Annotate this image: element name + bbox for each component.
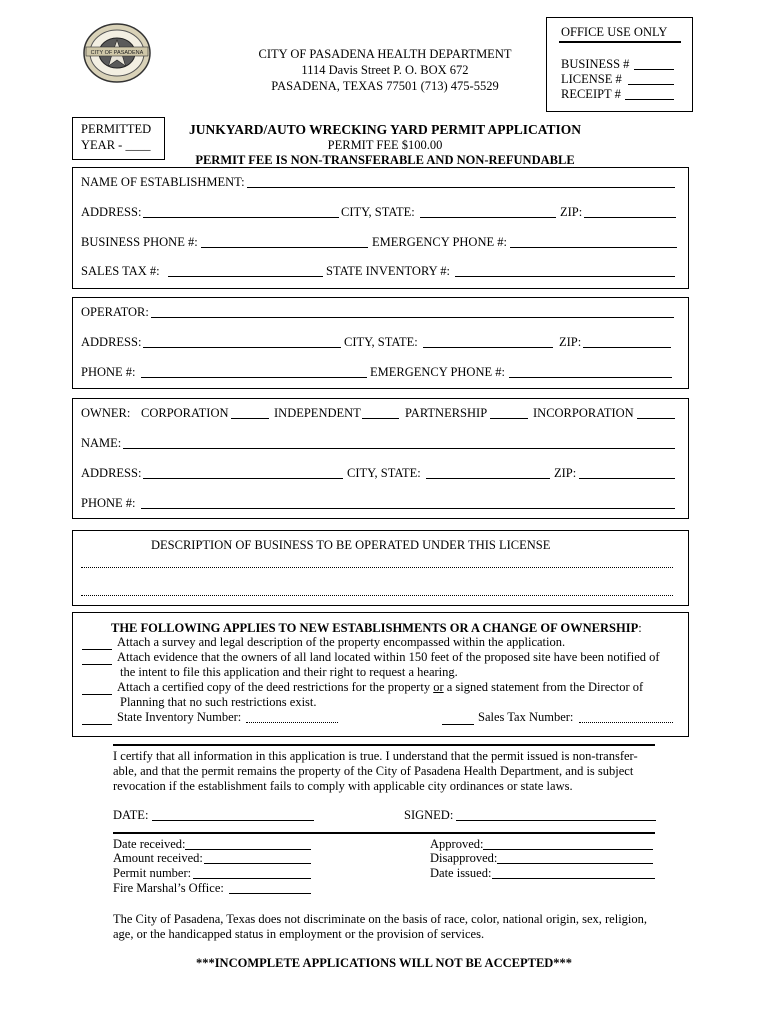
establishment-address-label: ADDRESS: (81, 205, 142, 219)
operator-phone-label: PHONE #: (81, 365, 136, 379)
date-issued-label: Date issued: (430, 866, 492, 880)
owner-phone-label: PHONE #: (81, 496, 136, 510)
owner-zip-label: ZIP: (554, 466, 577, 480)
certification-text (113, 749, 673, 794)
state-inventory-check[interactable] (82, 712, 112, 725)
signature-field[interactable] (456, 808, 656, 821)
notification-check[interactable] (82, 652, 112, 665)
deed-item-line1 (117, 680, 643, 695)
owner-name-field[interactable] (123, 436, 675, 449)
establishment-emergency-phone-label: EMERGENCY PHONE #: (372, 235, 507, 249)
department-name: CITY OF PASADENA HEALTH DEPARTMENT (258, 47, 512, 61)
department-header (230, 46, 540, 94)
operator-phone-field[interactable] (141, 365, 367, 378)
office-use-title: OFFICE USE ONLY (561, 25, 668, 39)
owner-independent-check[interactable] (362, 406, 399, 419)
disapproved-field[interactable] (497, 851, 653, 864)
owner-incorporation-check[interactable] (637, 406, 675, 419)
permitted-year-box (72, 117, 165, 160)
owner-zip-field[interactable] (579, 466, 675, 479)
city-seal-logo (82, 22, 152, 84)
owner-city-label: CITY, STATE: (347, 466, 421, 480)
disapproved-label: Disapproved: (430, 851, 498, 865)
date-issued-field[interactable] (492, 866, 655, 879)
establishment-section (72, 167, 689, 289)
fire-marshal-label: Fire Marshal’s Office: (113, 881, 224, 895)
owner-address-label: ADDRESS: (81, 466, 142, 480)
owner-address-field[interactable] (143, 466, 343, 479)
amount-received-field[interactable] (204, 851, 311, 864)
date-field[interactable] (152, 808, 314, 821)
business-number-label: BUSINESS # (561, 57, 630, 71)
non-transferable-notice: PERMIT FEE IS NON-TRANSFERABLE AND NON-REFUNDABLE (195, 153, 575, 167)
department-address: 1114 Davis Street P. O. BOX 672 (301, 63, 469, 77)
receipt-number-label: RECEIPT # (561, 87, 621, 101)
operator-city-label: CITY, STATE: (344, 335, 418, 349)
license-number-label: LICENSE # (561, 72, 622, 86)
owner-independent-label: INDEPENDENT (274, 406, 361, 420)
description-line-1[interactable] (81, 567, 673, 568)
fire-marshal-field[interactable] (229, 881, 311, 894)
state-inventory-number-label: State Inventory Number: (117, 710, 242, 724)
establishment-zip-label: ZIP: (560, 205, 583, 219)
sales-tax-check[interactable] (442, 712, 474, 725)
establishment-zip-field[interactable] (584, 205, 676, 218)
survey-item: Attach a survey and legal description of the property encompassed within the application. (117, 635, 566, 649)
state-inventory-field[interactable] (455, 264, 675, 277)
new-establishment-title (111, 621, 642, 636)
approved-field[interactable] (483, 837, 653, 850)
operator-address-field[interactable] (143, 335, 341, 348)
receipt-number-field[interactable] (625, 87, 674, 100)
year-label[interactable]: YEAR - ____ (81, 138, 151, 152)
owner-section (72, 398, 689, 519)
new-establishment-title-text: THE FOLLOWING APPLIES TO NEW ESTABLISHMENTS OR A CHANGE OF OWNERSHIP (111, 621, 639, 635)
description-section (72, 530, 689, 606)
sales-tax-number-field[interactable] (579, 710, 673, 723)
operator-zip-field[interactable] (583, 335, 671, 348)
license-number-field[interactable] (628, 72, 674, 85)
deed-item-line2: Planning that no such restrictions exist. (120, 695, 317, 709)
sales-tax-label: SALES TAX #: (81, 264, 160, 278)
notification-item-line1: Attach evidence that the owners of all land located within 150 feet of the proposed site have been notified of (117, 650, 660, 664)
operator-city-field[interactable] (423, 335, 553, 348)
establishment-city-field[interactable] (420, 205, 556, 218)
amount-received-label: Amount received: (113, 851, 203, 865)
owner-name-label: NAME: (81, 436, 122, 450)
permit-fee: PERMIT FEE $100.00 (327, 138, 443, 152)
certification-line-1: I certify that all information in this application is true. I understand that the permit issued is non-transfer- (113, 749, 638, 763)
sales-tax-field[interactable] (168, 264, 323, 277)
deed-check[interactable] (82, 682, 112, 695)
establishment-city-label: CITY, STATE: (341, 205, 415, 219)
establishment-emergency-phone-field[interactable] (510, 235, 677, 248)
owner-incorporation-label: INCORPORATION (533, 406, 634, 420)
operator-section (72, 297, 689, 389)
deed-item-text-b: a signed statement from the Director of (443, 680, 644, 694)
new-establishment-section (72, 612, 689, 737)
business-phone-field[interactable] (201, 235, 368, 248)
survey-check[interactable] (82, 637, 112, 650)
date-received-field[interactable] (185, 837, 311, 850)
operator-emergency-phone-field[interactable] (509, 365, 672, 378)
non-discrimination-line-2: age, or the handicapped status in employment or the provision of services. (113, 927, 485, 941)
date-received-label: Date received: (113, 837, 186, 851)
form-title: JUNKYARD/AUTO WRECKING YARD PERMIT APPLICATION (188, 122, 582, 137)
office-use-box (546, 17, 693, 112)
certification-rule (113, 744, 655, 746)
state-inventory-number-field[interactable] (246, 710, 338, 723)
operator-field[interactable] (151, 305, 674, 318)
new-establishment-title-colon: : (638, 621, 642, 635)
owner-phone-field[interactable] (141, 496, 675, 509)
permit-number-field[interactable] (193, 866, 311, 879)
establishment-name-label: NAME OF ESTABLISHMENT: (81, 175, 245, 189)
svg-text:CITY OF PASADENA: CITY OF PASADENA (90, 50, 144, 56)
operator-zip-label: ZIP: (559, 335, 582, 349)
establishment-address-field[interactable] (143, 205, 339, 218)
owner-partnership-check[interactable] (490, 406, 528, 419)
owner-city-field[interactable] (426, 466, 550, 479)
owner-label: OWNER: (81, 406, 131, 420)
date-label: DATE: (113, 808, 149, 822)
operator-address-label: ADDRESS: (81, 335, 142, 349)
business-phone-label: BUSINESS PHONE #: (81, 235, 198, 249)
permitted-label: PERMITTED (81, 122, 152, 136)
office-rule (113, 832, 655, 834)
deed-item-text-a: Attach a certified copy of the deed restrictions for the property (117, 680, 434, 694)
owner-partnership-label: PARTNERSHIP (405, 406, 488, 420)
incomplete-warning: ***INCOMPLETE APPLICATIONS WILL NOT BE ACCEPTED*** (195, 956, 573, 970)
operator-emergency-phone-label: EMERGENCY PHONE #: (370, 365, 505, 379)
owner-corporation-label: CORPORATION (141, 406, 229, 420)
description-line-2[interactable] (81, 595, 673, 596)
establishment-name-field[interactable] (247, 175, 675, 188)
non-discrimination-line-1: The City of Pasadena, Texas does not discriminate on the basis of race, color, national origin, sex, religion, (113, 912, 648, 926)
state-inventory-label: STATE INVENTORY #: (326, 264, 450, 278)
signed-label: SIGNED: (404, 808, 454, 822)
deed-item-or: or (433, 680, 444, 694)
business-number-field[interactable] (634, 57, 674, 70)
permit-number-label: Permit number: (113, 866, 192, 880)
non-discrimination-statement (113, 912, 647, 942)
operator-label: OPERATOR: (81, 305, 149, 319)
owner-corporation-check[interactable] (231, 406, 269, 419)
description-title: DESCRIPTION OF BUSINESS TO BE OPERATED UNDER THIS LICENSE (151, 538, 551, 552)
department-city-phone: PASADENA, TEXAS 77501 (713) 475-5529 (271, 79, 499, 93)
notification-item-line2: the intent to file this application and their right to request a hearing. (120, 665, 458, 679)
sales-tax-number-label: Sales Tax Number: (478, 710, 574, 724)
certification-line-2: able, and that the permit remains the property of the City of Pasadena Health Department, and is subject (113, 764, 634, 778)
certification-line-3: revocation if the establishment fails to comply with applicable city ordinances or state laws. (113, 779, 573, 793)
approved-label: Approved: (430, 837, 484, 851)
